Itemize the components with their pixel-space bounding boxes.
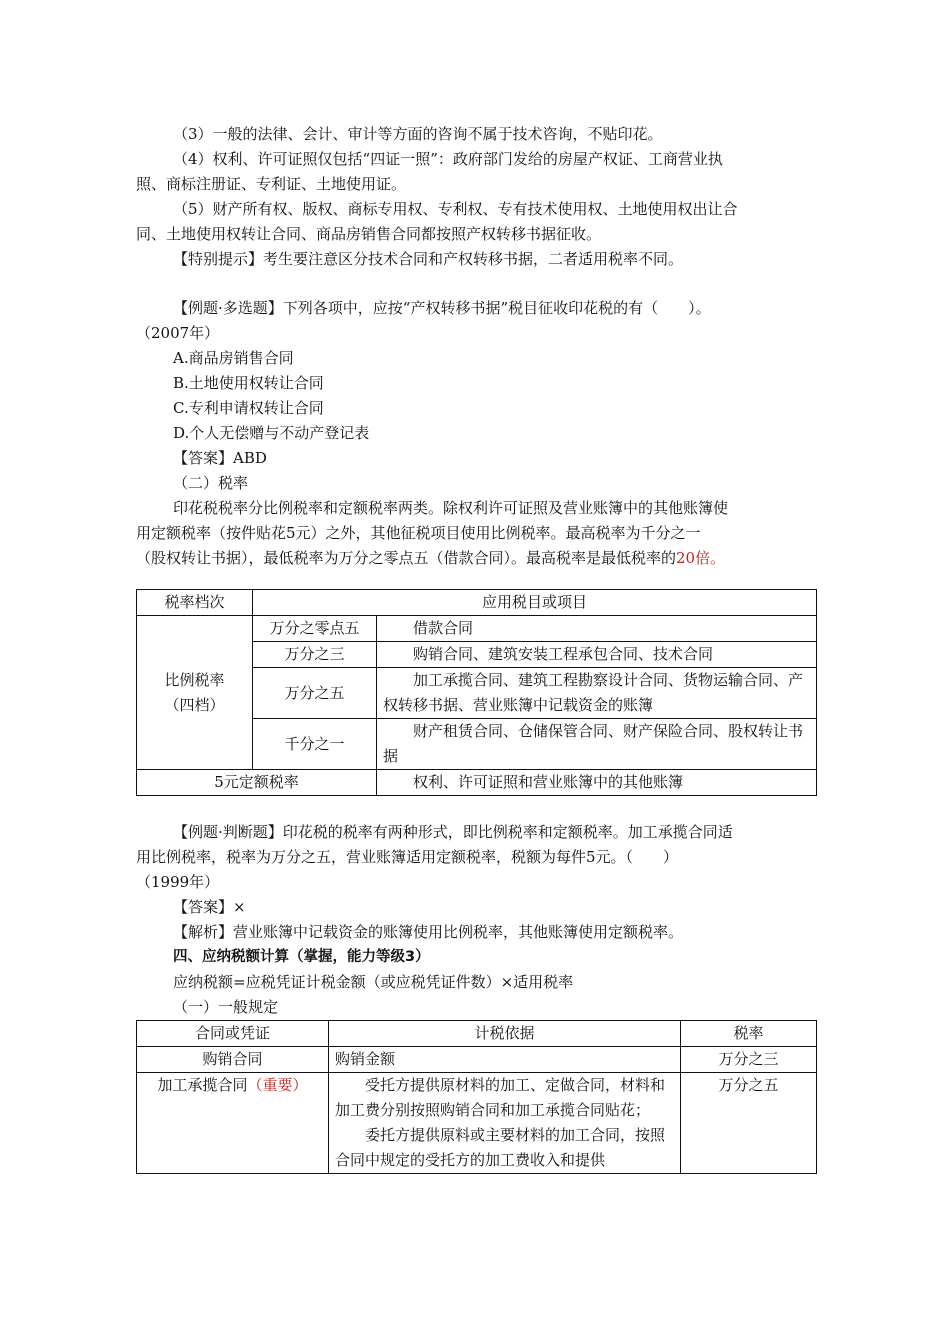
table-cell-items: 财产租赁合同、仓储保管合同、财产保险合同、股权转让书据 <box>377 719 817 770</box>
paragraph: 印花税税率分比例税率和定额税率两类。除权利许可证照及营业账簿中的其他账簿使 <box>173 499 729 517</box>
paragraph: 照、商标注册证、专利证、土地使用证。 <box>136 175 407 193</box>
table-cell-items: 权利、许可证照和营业账簿中的其他账簿 <box>377 770 817 796</box>
special-tip: 【特别提示】考生要注意区分技术合同和产权转移书据，二者适用税率不同。 <box>173 250 684 268</box>
table-cell-group <box>137 616 253 770</box>
answer: 【答案】ABD <box>173 449 267 467</box>
paragraph: （3）一般的法律、会计、审计等方面的咨询不属于技术咨询，不贴印花。 <box>173 125 663 143</box>
sub-heading: （一）一般规定 <box>173 998 279 1016</box>
table-row <box>137 616 817 642</box>
basis-paragraph: 受托方提供原材料的加工、定做合同，材料和加工费分别按照购销合同和加工承揽合同贴花； <box>335 1076 666 1119</box>
paragraph: （5）财产所有权、版权、商标专用权、专利权、专有技术使用权、土地使用权出让合 <box>173 200 738 218</box>
option-b: B.土地使用权转让合同 <box>173 374 324 392</box>
table-row <box>137 1073 817 1174</box>
rate-table <box>136 589 817 796</box>
formula: 应纳税额=应税凭证计税金额（或应税凭证件数）×适用税率 <box>173 973 574 991</box>
important-note: （重要） <box>247 1076 308 1094</box>
table-cell-rate: 万分之五 <box>253 668 377 719</box>
paragraph: 用定额税率（按件贴花5元）之外，其他征税项目使用比例税率。最高税率为千分之一 <box>136 524 701 542</box>
table-cell-rate: 千分之一 <box>253 719 377 770</box>
section-heading: （二）税率 <box>173 474 249 492</box>
option-c: C.专利申请权转让合同 <box>173 399 324 417</box>
table-cell-rate: 万分之三 <box>681 1047 817 1073</box>
analysis: 【解析】营业账簿中记载资金的账簿使用比例税率，其他账簿使用定额税率。 <box>173 923 684 941</box>
table-cell-items: 借款合同 <box>377 616 817 642</box>
table-cell-rate: 万分之五 <box>681 1073 817 1174</box>
paragraph: （4）权利、许可证照仅包括“四证一照”：政府部门发给的房屋产权证、工商营业执 <box>173 150 723 168</box>
table-cell-items: 购销合同、建筑安装工程承包合同、技术合同 <box>377 642 817 668</box>
table-header-row <box>137 590 817 616</box>
section-heading: 四、应纳税额计算（掌握，能力等级3） <box>173 949 430 965</box>
table-cell-rate: 万分之三 <box>253 642 377 668</box>
option-d: D.个人无偿赠与不动产登记表 <box>173 424 370 442</box>
table-cell-basis: 购销金额 <box>329 1047 681 1073</box>
table-header-row <box>137 1021 817 1047</box>
table-header: 应用税目或项目 <box>253 590 817 616</box>
paragraph: 同、土地使用权转让合同、商品房销售合同都按照产权转移书据征收。 <box>136 225 602 243</box>
answer: 【答案】× <box>173 898 246 916</box>
table-cell-contract: 购销合同 <box>137 1047 329 1073</box>
example-question: 【例题·多选题】下列各项中，应按“产权转移书据”税目征收印花税的有（ ）。 <box>173 299 711 317</box>
paragraph-text: （股权转让书据），最低税率为万分之零点五（借款合同）。最高税率是最低税率的 <box>136 549 677 567</box>
paragraph <box>136 546 816 571</box>
basis-paragraph: 委托方提供原料或主要材料的加工合同，按照合同中规定的受托方的加工费收入和提供 <box>335 1126 666 1169</box>
table-cell-rate: 5元定额税率 <box>137 770 377 796</box>
table-header: 税率档次 <box>137 590 253 616</box>
calc-table <box>136 1020 817 1174</box>
option-a: A.商品房销售合同 <box>173 349 294 367</box>
group-label: 比例税率 <box>164 670 225 689</box>
table-header: 合同或凭证 <box>137 1021 329 1047</box>
table-header: 税率 <box>681 1021 817 1047</box>
table-row <box>137 1047 817 1073</box>
example-year: （2007年） <box>136 324 220 342</box>
table-cell-contract <box>137 1073 329 1174</box>
highlight-text: 20倍。 <box>676 549 726 567</box>
example-year: （1999年） <box>136 873 220 891</box>
table-row <box>137 770 817 796</box>
document-page <box>136 122 816 1174</box>
table-cell-rate: 万分之零点五 <box>253 616 377 642</box>
example-question: 【例题·判断题】印花税的税率有两种形式，即比例税率和定额税率。加工承揽合同适 <box>173 823 733 841</box>
contract-name: 加工承揽合同 <box>157 1076 248 1094</box>
example-question: 用比例税率，税率为万分之五，营业账簿适用定额税率，税额为每件5元。（ ） <box>136 848 679 866</box>
table-cell-basis <box>329 1073 681 1174</box>
table-cell-items: 加工承揽合同、建筑工程勘察设计合同、货物运输合同、产权转移书据、营业账簿中记载资金的账簿 <box>377 668 817 719</box>
group-sublabel: （四档） <box>164 695 225 714</box>
table-header: 计税依据 <box>329 1021 681 1047</box>
